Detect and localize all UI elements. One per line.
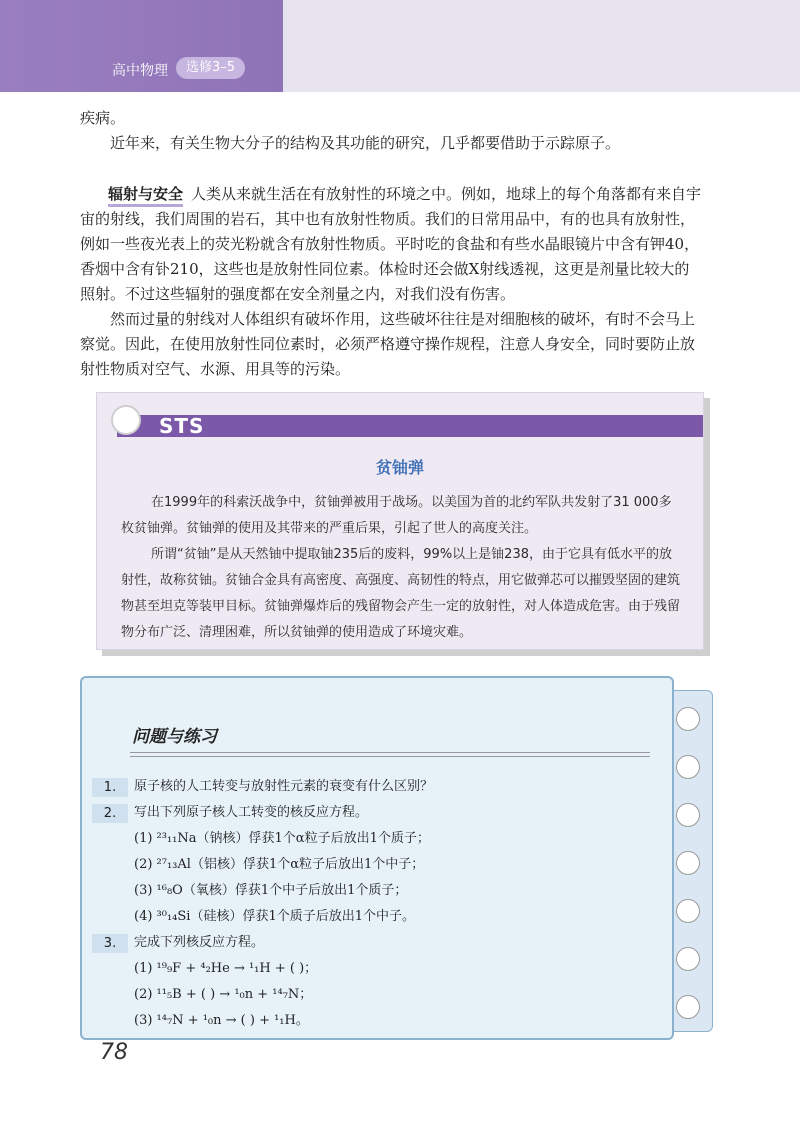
exercise-item — [82, 774, 672, 800]
safety-text-1: 人类从来就生活在有放射性的环境之中。例如，地球上的每个角落都有来自宇宙的射线，我们周围的岩石，其中也有放射性物质。我们的日常用品中，有的也具有放射性，例如一些夜光表上的荧光粉就含有放射性物质。平时吃的食盐和有些水晶眼镜片中含有钾40，香烟中含有钋210，这些也是放射性同位素。体检时还会做X射线透视，这更是剂量比较大的照射。不过这些辐射的强度都在安全剂量之内，对我们没有伤害。 — [80, 185, 702, 303]
exercise-subtext: (2) ²⁷₁₃Al（铝核）俘获1个α粒子后放出1个中子； — [134, 857, 425, 872]
safety-paragraph-1 — [80, 182, 702, 307]
sts-box — [96, 392, 704, 650]
binder-ring — [676, 707, 700, 731]
sts-title: 贫铀弹 — [375, 458, 424, 477]
exercise-subtext: (2) ¹¹₅B + ( ) → ¹₀n + ¹⁴₇N； — [134, 987, 313, 1002]
body-line-1: 疾病。 — [80, 109, 126, 127]
exercise-number: 1. — [92, 778, 128, 797]
exercise-subtext: (3) ¹⁴₇N + ¹₀n → ( ) + ¹₁H。 — [134, 1013, 309, 1028]
exercise-subitem — [82, 1008, 672, 1034]
safety-paragraph-2: 然而过量的射线对人体组织有破坏作用，这些破坏往往是对细胞核的破坏，有时不会马上察觉。因此，在使用放射性同位素时，必须严格遵守操作规程，注意人身安全，同时要防止放射性物质对空气、水源、用具等的污染。 — [80, 310, 696, 378]
exercises-list — [82, 774, 672, 1034]
sts-knob — [111, 405, 141, 435]
sts-label: STS — [159, 414, 205, 438]
exercise-subtext: (1) ¹⁹₉F + ⁴₂He → ¹₁H + ( )； — [134, 961, 318, 976]
sts-bar — [117, 415, 703, 437]
binder-ring — [676, 947, 700, 971]
exercises-title: 问题与练习 — [132, 727, 217, 747]
sts-paragraph-2: 所谓“贫铀”是从天然铀中提取铀235后的废料，99%以上是铀238，由于它具有低水平的放射性，故称贫铀。贫铀合金具有高密度、高强度、高韧性的特点，用它做弹芯可以摧毁坚固的建筑物甚至坦克等装甲目标。贫铀弹爆炸后的残留物会产生一定的放射性，对人体造成危害。由于残留物分布广泛、清理困难，所以贫铀弹的使用造成了环境灾难。 — [121, 547, 681, 640]
binder-ring — [676, 995, 700, 1019]
exercise-subtext: (1) ²³₁₁Na（钠核）俘获1个α粒子后放出1个质子； — [134, 831, 430, 846]
exercise-text: 原子核的人工转变与放射性元素的衰变有什么区别？ — [134, 779, 434, 794]
exercise-text: 完成下列核反应方程。 — [134, 935, 265, 950]
sts-paragraph-1: 在1999年的科索沃战争中，贫铀弹被用于战场。以美国为首的北约军队共发射了31 000多枚贫铀弹。贫铀弹的使用及其带来的严重后果，引起了世人的高度关注。 — [121, 495, 672, 536]
exercise-subitem — [82, 904, 672, 930]
safety-section — [80, 182, 702, 382]
exercise-subtext: (4) ³⁰₁₄Si（硅核）俘获1个质子后放出1个中子。 — [134, 909, 415, 924]
exercise-text: 写出下列原子核人工转变的核反应方程。 — [134, 805, 369, 820]
exercise-number: 2. — [92, 804, 128, 823]
exercise-item — [82, 800, 672, 826]
exercise-subitem — [82, 852, 672, 878]
book-title: 高中物理 — [112, 63, 168, 79]
volume-label: 选修3–5 — [176, 57, 245, 79]
exercise-number: 3. — [92, 934, 128, 953]
binder-ring — [676, 803, 700, 827]
exercise-subitem — [82, 878, 672, 904]
exercises-rule — [130, 752, 650, 757]
body-line-2: 近年来，有关生物大分子的结构及其功能的研究，几乎都要借助于示踪原子。 — [110, 134, 621, 152]
exercises-box — [80, 676, 674, 1040]
exercise-subitem — [82, 982, 672, 1008]
page-number: 78 — [100, 1040, 128, 1065]
binder-ring — [676, 755, 700, 779]
binder-ring — [676, 899, 700, 923]
exercise-item — [82, 930, 672, 956]
exercise-subitem — [82, 956, 672, 982]
exercise-subtext: (3) ¹⁶₈O（氧核）俘获1个中子后放出1个质子； — [134, 883, 408, 898]
safety-tag: 辐射与安全 — [108, 184, 183, 207]
body-top — [80, 106, 702, 156]
binder-ring — [676, 851, 700, 875]
sts-text — [121, 490, 681, 646]
exercise-subitem — [82, 826, 672, 852]
